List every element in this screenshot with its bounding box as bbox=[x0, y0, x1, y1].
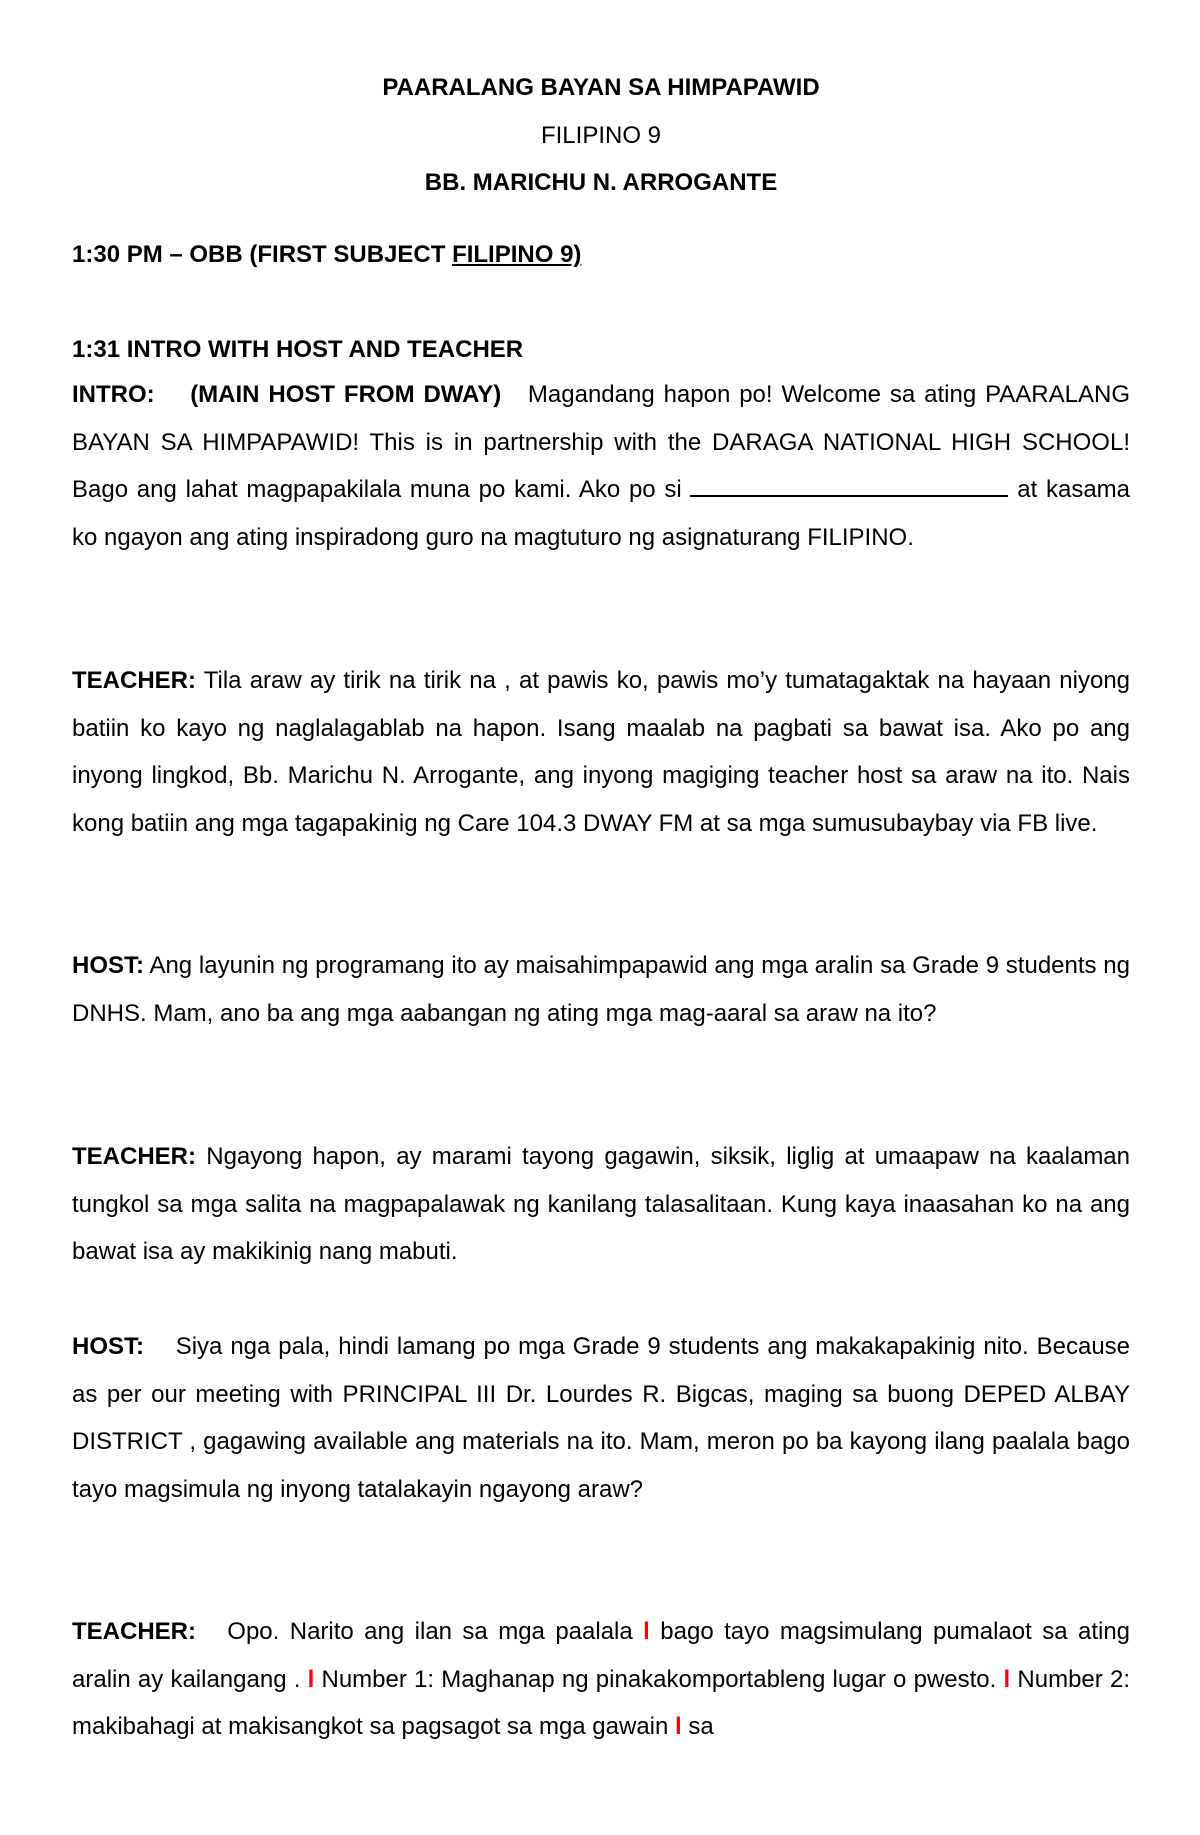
teacher-text-part2: bago tayo magsimulang pumalaot sa ating aralin ay kailangang . bbox=[72, 1618, 1131, 1693]
obb-line bbox=[72, 241, 581, 269]
host-paragraph-2 bbox=[72, 1323, 1130, 1513]
red-marker: l bbox=[675, 1713, 682, 1740]
teacher-label: TEACHER: bbox=[72, 667, 196, 694]
host-text: Ang layunin ng programang ito ay maisahimpapawid ang mga aralin sa Grade 9 students ng DNHS. Mam, ano ba ang mga aabangan ng ating mga mag-aaral sa araw na ito? bbox=[72, 952, 1130, 1027]
teacher-paragraph-3 bbox=[72, 1608, 1130, 1751]
host-paragraph-1 bbox=[72, 942, 1130, 1037]
teacher-paragraph-2 bbox=[72, 1133, 1130, 1276]
teacher-label: TEACHER: bbox=[72, 1618, 196, 1645]
intro-text: Magandang hapon po! Welcome sa ating PAARALANG BAYAN SA HIMPAPAWID! This is in partnership with the DARAGA NATIONAL HIGH SCHOOL! Bago ang lahat magpapakilala muna po kami. Ako po si bbox=[72, 381, 1131, 503]
red-marker: l bbox=[643, 1618, 650, 1645]
teacher-text-part3: Number 1: Maghanap ng pinakakomportableng lugar o pwesto. bbox=[321, 1665, 997, 1693]
host-text: Siya nga pala, hindi lamang po mga Grade 9 students ang makakapakinig nito. Because as per our meeting with PRINCIPAL III Dr. Lourdes R. Bigcas, maging sa buong DEPED ALBAY DISTRICT , gagawing available ang materials na ito. Mam, meron po ba kayong ilang paalala bago tayo magsimula ng inyong tatalakayin ngayong araw? bbox=[72, 1333, 1131, 1503]
intro-label: INTRO: bbox=[72, 381, 155, 408]
red-marker: l bbox=[307, 1665, 315, 1693]
teacher-text-part1: Opo. Narito ang ilan sa mga paalala bbox=[227, 1618, 633, 1645]
teacher-paragraph-1 bbox=[72, 657, 1130, 847]
teacher-text-part5: sa bbox=[688, 1713, 714, 1740]
teacher-text: Ngayong hapon, ay marami tayong gagawin, siksik, liglig at umaapaw na kaalaman tungkol sa mga salita na magpapalawak ng kanilang talasalitaan. Kung kaya inaasahan ko na ang bawat isa ay makikinig nang mabuti. bbox=[72, 1143, 1131, 1265]
teacher-text-part4: Number 2: makibahagi at makisangkot sa pagsagot sa mga gawain bbox=[72, 1665, 1130, 1740]
intro-paragraph bbox=[72, 371, 1130, 561]
intro-heading: 1:31 INTRO WITH HOST AND TEACHER bbox=[72, 336, 524, 363]
teacher-text: Tila araw ay tirik na tirik na , at pawis ko, pawis mo’y tumatagaktak na hayaan niyong batiin ko kayo ng naglalagablab na hapon. Isang maalab na pagbati sa bawat isa. Ako po ang inyong lingkod, Bb. Marichu N. Arrogante, ang inyong magiging teacher host sa araw na ito. Nais kong batiin ang mga tagapakinig ng Care 104.3 DWAY FM at sa mga sumusubaybay via FB live. bbox=[72, 667, 1131, 837]
intro-text-after: at kasama ko ngayon ang ating inspiradong guro na magtuturo ng asignaturang FILIPINO. bbox=[72, 476, 1131, 551]
red-marker: l bbox=[1003, 1665, 1011, 1693]
host-label: HOST: bbox=[72, 1333, 144, 1360]
host-label: HOST: bbox=[72, 952, 144, 979]
obb-subject: FILIPINO 9) bbox=[452, 241, 582, 268]
subject-title: FILIPINO 9 bbox=[540, 122, 662, 149]
obb-prefix: 1:30 PM – OBB (FIRST SUBJECT bbox=[72, 241, 453, 268]
teacher-label: TEACHER: bbox=[72, 1143, 196, 1170]
teacher-name: BB. MARICHU N. ARROGANTE bbox=[424, 169, 778, 196]
school-title: PAARALANG BAYAN SA HIMPAPAWID bbox=[382, 74, 820, 101]
host-name-blank bbox=[690, 473, 1008, 497]
intro-speaker: (MAIN HOST FROM DWAY) bbox=[190, 381, 502, 408]
